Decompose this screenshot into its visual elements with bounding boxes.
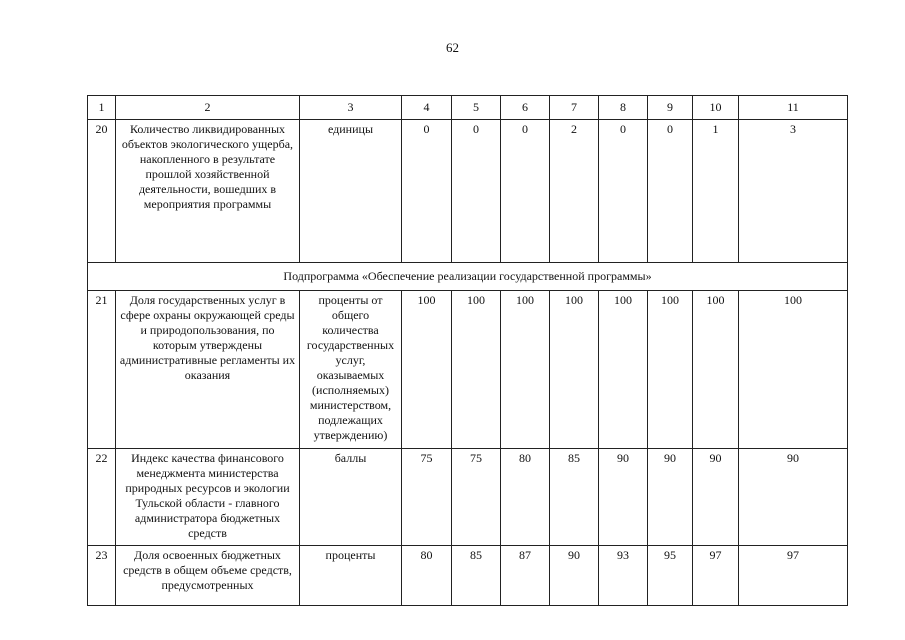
value-cell: 0	[648, 120, 693, 263]
section-title: Подпрограмма «Обеспечение реализации государственной программы»	[88, 263, 848, 291]
row-number: 23	[88, 546, 116, 606]
value-cell: 90	[599, 449, 648, 546]
value-cell: 90	[739, 449, 848, 546]
value-cell: 93	[599, 546, 648, 606]
row-number: 22	[88, 449, 116, 546]
indicator-name: Количество ликвидированных объектов экологического ущерба, накопленного в результате прошлой хозяйственной деятельности, вошедших в мероприятия программы	[116, 120, 300, 263]
unit-cell: проценты от общего количества государственных услуг, оказываемых (исполняемых) министерством, подлежащих утверждению)	[300, 291, 402, 449]
header-cell: 7	[550, 96, 599, 120]
unit-cell: баллы	[300, 449, 402, 546]
value-cell: 100	[402, 291, 452, 449]
value-cell: 95	[648, 546, 693, 606]
header-cell: 3	[300, 96, 402, 120]
value-cell: 85	[550, 449, 599, 546]
value-cell: 80	[402, 546, 452, 606]
value-cell: 97	[693, 546, 739, 606]
section-row	[88, 263, 848, 291]
header-cell: 6	[501, 96, 550, 120]
header-cell: 2	[116, 96, 300, 120]
value-cell: 0	[402, 120, 452, 263]
value-cell: 0	[501, 120, 550, 263]
value-cell: 80	[501, 449, 550, 546]
value-cell: 90	[648, 449, 693, 546]
unit-cell: единицы	[300, 120, 402, 263]
value-cell: 0	[452, 120, 501, 263]
value-cell: 75	[452, 449, 501, 546]
value-cell: 100	[599, 291, 648, 449]
row-number: 20	[88, 120, 116, 263]
value-cell: 3	[739, 120, 848, 263]
table-row	[88, 120, 848, 263]
value-cell: 97	[739, 546, 848, 606]
header-cell: 8	[599, 96, 648, 120]
table-row	[88, 546, 848, 606]
header-cell: 11	[739, 96, 848, 120]
unit-cell: проценты	[300, 546, 402, 606]
indicator-name: Доля государственных услуг в сфере охраны окружающей среды и природопользования, по которым утверждены административные регламенты их оказания	[116, 291, 300, 449]
value-cell: 100	[501, 291, 550, 449]
value-cell: 100	[550, 291, 599, 449]
value-cell: 90	[550, 546, 599, 606]
value-cell: 100	[452, 291, 501, 449]
value-cell: 100	[648, 291, 693, 449]
page-number: 62	[446, 40, 459, 55]
header-row	[88, 96, 848, 120]
value-cell: 100	[693, 291, 739, 449]
value-cell: 2	[550, 120, 599, 263]
value-cell: 100	[739, 291, 848, 449]
value-cell: 75	[402, 449, 452, 546]
value-cell: 0	[599, 120, 648, 263]
value-cell: 90	[693, 449, 739, 546]
header-cell: 1	[88, 96, 116, 120]
value-cell: 85	[452, 546, 501, 606]
header-cell: 9	[648, 96, 693, 120]
indicator-name: Доля освоенных бюджетных средств в общем объеме средств, предусмотренных	[116, 546, 300, 606]
indicators-table	[87, 95, 848, 606]
table-row	[88, 291, 848, 449]
value-cell: 87	[501, 546, 550, 606]
value-cell: 1	[693, 120, 739, 263]
header-cell: 10	[693, 96, 739, 120]
header-cell: 4	[402, 96, 452, 120]
indicator-name: Индекс качества финансового менеджмента министерства природных ресурсов и экологии Тульской области - главного администратора бюджетных средств	[116, 449, 300, 546]
header-cell: 5	[452, 96, 501, 120]
table-row	[88, 449, 848, 546]
row-number: 21	[88, 291, 116, 449]
